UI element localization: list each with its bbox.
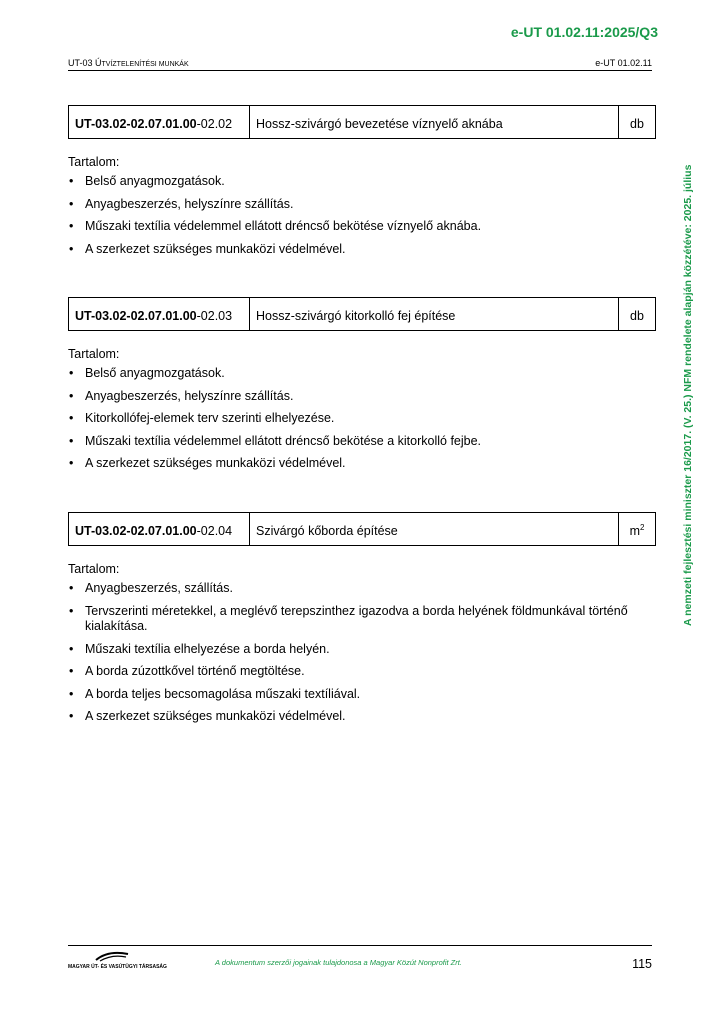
item-code-suffix: -02.04 [196,524,233,538]
list-item [68,687,656,703]
item-header-table [68,105,656,139]
tartalom-label: Tartalom: [68,155,120,169]
bullet-icon: • [69,581,74,595]
item-code [69,298,250,331]
list-item-text: A szerkezet szükséges munkaközi védelmével. [85,709,346,723]
list-item [68,242,656,258]
document-code: e-UT 01.02.11:2025/Q3 [510,24,658,40]
list-item [68,411,656,427]
society-logo [68,948,167,970]
bullet-icon: • [69,241,74,256]
list-item [68,219,656,235]
list-item-text: Műszaki textília elhelyezése a borda helyén. [85,641,330,656]
bullet-icon: • [69,664,74,678]
list-item-text: Belső anyagmozgatások. [85,174,225,188]
bullet-icon: • [69,174,74,188]
bullet-icon: • [69,219,74,233]
bullet-icon: • [69,366,74,380]
list-item [68,456,656,472]
list-item-text: Anyagbeszerzés, helyszínre szállítás. [85,388,294,403]
list-item-text: A szerkezet szükséges munkaközi védelmével. [85,456,346,470]
list-item [68,709,656,725]
list-item [68,581,656,597]
chapter-title-rest: TVÍZTELENÍTÉSI MUNKÁK [101,61,189,68]
item-code-bold: UT-03.02-02.07.01.00 [75,309,197,323]
list-item [68,389,656,405]
list-item-text: A borda zúzottkővel történő megtöltése. [85,664,305,678]
header-divider [68,70,652,71]
bullet-icon: • [69,709,74,723]
list-item-text: A szerkezet szükséges munkaközi védelmével. [85,241,346,256]
item-title: Hossz-szivárgó kitorkolló fej építése [250,298,619,331]
list-item [68,664,656,680]
item-section-2 [68,297,656,479]
content-list [68,366,656,472]
item-code-bold: UT-03.02-02.07.01.00 [75,524,197,538]
list-item-text: Műszaki textília védelemmel ellátott dréncső bekötése a kitorkolló fejbe. [85,433,482,448]
item-header-table [68,297,656,331]
item-code [69,106,250,139]
bullet-icon: • [69,603,74,618]
item-code [69,513,250,546]
bullet-icon: • [69,388,74,403]
chapter-title-first: Ú [95,58,102,68]
list-item-text: Anyagbeszerzés, szállítás. [85,581,233,595]
item-code-suffix: -02.03 [196,309,233,323]
tartalom-label: Tartalom: [68,347,120,361]
bullet-icon: • [69,456,74,470]
list-item [68,366,656,382]
list-item-text: Műszaki textília védelemmel ellátott dréncső bekötése víznyelő aknába. [85,219,482,233]
list-item-text: Anyagbeszerzés, helyszínre szállítás. [85,196,294,211]
bullet-icon: • [69,433,74,448]
list-item [68,197,656,213]
bullet-icon: • [69,641,74,656]
bullet-icon: • [69,196,74,211]
item-code-suffix: -02.02 [196,117,233,131]
side-publication-text: A nemzeti fejlesztési miniszter 16/2017. (V. 25.) NFM rendelete alapján közzétéve: 2025. július [682,164,694,626]
bullet-icon: • [69,686,74,701]
item-unit [619,513,656,546]
side-publication-note [682,96,696,626]
list-item [68,604,656,635]
item-section-3 [68,512,656,732]
list-item-text: Tervszerinti méretekkel, a meglévő terepszinthez igazodva a borda helyének földmunkával történő kialakítása. [85,603,628,633]
content-list [68,581,656,725]
page-number: 115 [632,957,652,971]
item-unit-exponent: 2 [639,523,645,533]
header-doc-ref: e-UT 01.02.11 [595,58,652,68]
content-list [68,174,656,257]
list-item [68,642,656,658]
list-item-text: A borda teljes becsomagolása műszaki textíliával. [85,686,361,701]
logo-text: MAGYAR ÚT- ÉS VASÚTÜGYI TÁRSASÁG [68,964,167,970]
tartalom-label: Tartalom: [68,562,120,576]
chapter-title [68,58,189,68]
list-item-text: Kitorkollófej-elemek terv szerinti elhelyezése. [85,411,335,425]
item-section-1 [68,105,656,264]
item-unit: db [619,106,656,139]
list-item [68,174,656,190]
item-unit-base: m [629,524,640,539]
copyright-note: A dokumentum szerzői jogainak tulajdonosa a Magyar Közút Nonprofit Zrt. [215,958,462,967]
list-item-text: Belső anyagmozgatások. [85,366,225,380]
item-unit: db [619,298,656,331]
bullet-icon: • [69,411,74,425]
chapter-prefix: UT-03 [68,58,96,68]
item-title: Szivárgó kőborda építése [250,513,619,546]
item-header-table [68,512,656,546]
item-code-bold: UT-03.02-02.07.01.00 [75,117,197,131]
footer-divider [68,945,652,946]
item-title: Hossz-szivárgó bevezetése víznyelő aknába [250,106,619,139]
list-item [68,434,656,450]
